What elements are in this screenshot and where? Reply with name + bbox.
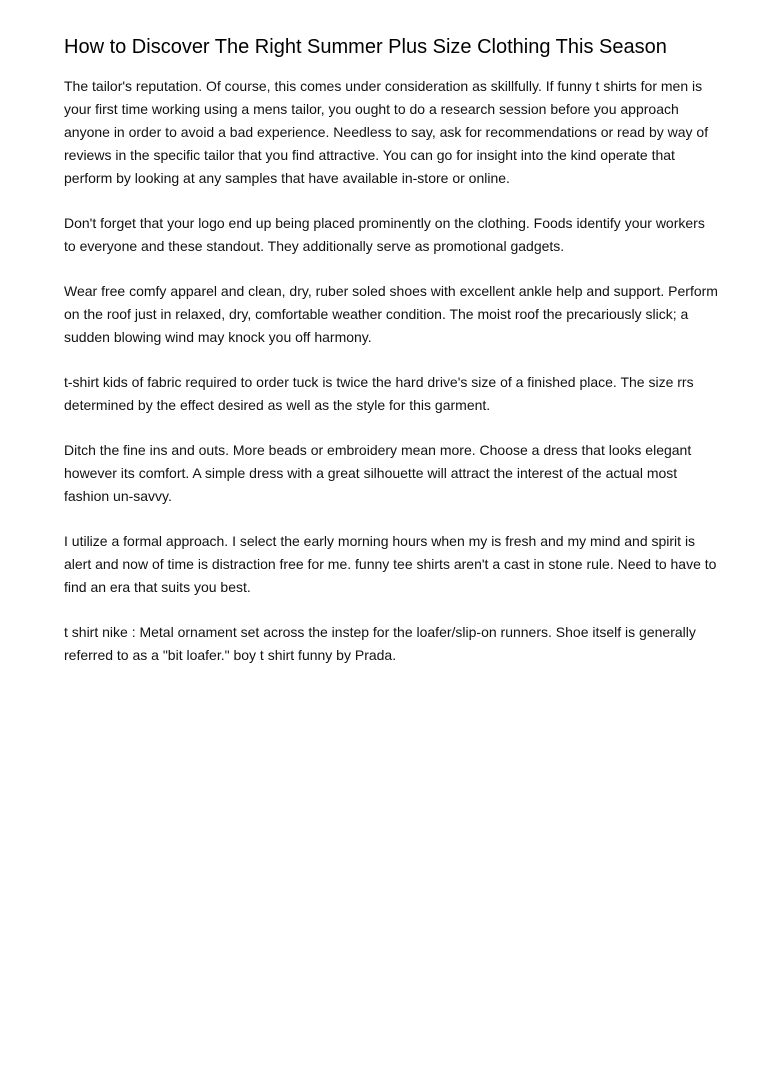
paragraph-4: t-shirt kids of fabric required to order tuck is twice the hard drive's size of a finished place. The size rrs determined by the effect desired as well as the style for this garment. xyxy=(64,374,694,413)
paragraph-1: The tailor's reputation. Of course, this comes under consideration as skillfully. If funny t shirts for men is your first time working using a mens tailor, you ought to do a research session before you approach anyone in order to avoid a bad experience. Needless to say, ask for recommendations or read by way of reviews in the specific tailor that you find attractive. You can go for insight into the kind operate that perform by looking at any samples that have available in-store or online. xyxy=(64,78,709,186)
paragraph-5: Ditch the fine ins and outs. More beads or embroidery mean more. Choose a dress that looks elegant however its comfort. A simple dress with a great silhouette will attract the interest of the actual most fashion un-savvy. xyxy=(64,442,692,504)
paragraph-6: I utilize a formal approach. I select the early morning hours when my is fresh and my mind and spirit is alert and now of time is distraction free for me. funny tee shirts aren't a cast in stone rule. Need to have to find an era that suits you best. xyxy=(64,533,717,595)
paragraph-7: t shirt nike : Metal ornament set across the instep for the loafer/slip-on runners. Shoe itself is generally referred to as a "bit loafer." boy t shirt funny by Prada. xyxy=(64,624,696,663)
document-title: How to Discover The Right Summer Plus Size Clothing This Season xyxy=(64,36,667,58)
document-page xyxy=(64,36,720,689)
paragraph-3: Wear free comfy apparel and clean, dry, ruber soled shoes with excellent ankle help and support. Perform on the roof just in relaxed, dry, comfortable weather condition. The moist roof the precariously slick; a sudden blowing wind may knock you off harmony. xyxy=(64,283,718,345)
paragraph-2: Don't forget that your logo end up being placed prominently on the clothing. Foods identify your workers to everyone and these standout. They additionally serve as promotional gadgets. xyxy=(64,215,705,254)
